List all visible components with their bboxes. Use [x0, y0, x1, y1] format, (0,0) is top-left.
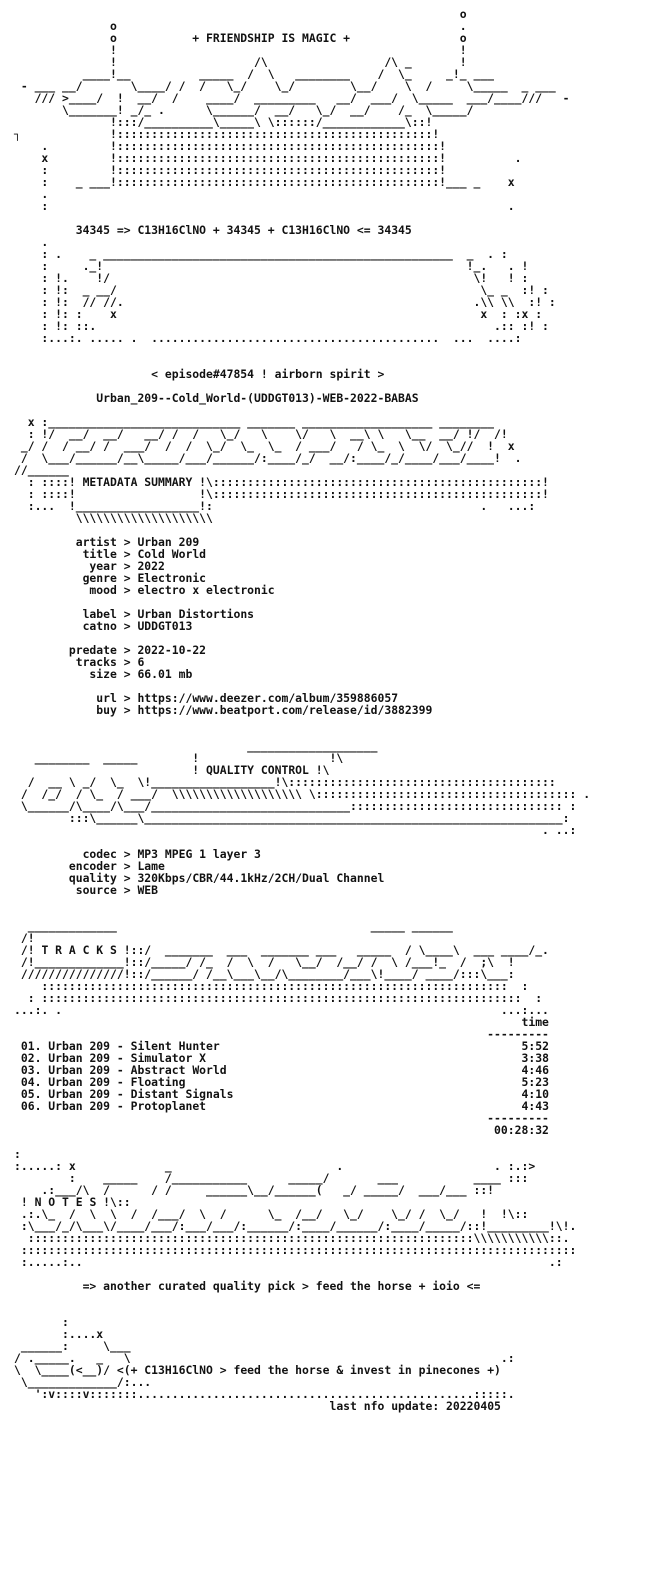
- track-list: [14, 1040, 590, 1112]
- quality-row: codec > MP3 MPEG 1 layer 3: [14, 847, 261, 861]
- metadata-row-value: UDDGT013: [137, 619, 193, 633]
- metadata-row-value: Cold World: [137, 547, 207, 561]
- quality-section-title: QUALITY CONTROL: [206, 763, 309, 777]
- quality-row-key: encoder: [14, 859, 117, 873]
- quality-banner-art-bottom: / __ \ _/ \_ \!__________________!\::::::::::::::::::::::::::::::::::::::: / /_/ / \_ / ___/ \\\\\\\\\\\\\\\\\\\ \:::::::::::::::::::::::::::::::::::::: . \______/\____/\___/_____________________________::::::::::::::::::::::::::::::: : :::\______\_____________________________________________________________: . ..:: [20, 775, 591, 837]
- metadata-row: url > https://www.deezer.com/album/359886057: [14, 691, 399, 705]
- metadata-row: artist > Urban 209: [14, 535, 200, 549]
- metadata-row: genre > Electronic: [14, 571, 207, 585]
- track-title: Floating: [130, 1075, 186, 1089]
- metadata-row-value: Urban 209: [137, 535, 200, 549]
- track-title: Protoplanet: [130, 1099, 207, 1113]
- metadata-row-key: year: [14, 559, 117, 573]
- metadata-row-value: Urban Distortions: [137, 607, 255, 621]
- quality-row: encoder > Lame: [14, 859, 165, 873]
- quality-row-value: 320Kbps/CBR/44.1kHz/2CH/Dual Channel: [137, 871, 385, 885]
- metadata-row: year > 2022: [14, 559, 165, 573]
- header-ascii-art-lower: . : . _ ___________________________________________________ _ . : : ._! !_. . ! : !. !/ \! ! : : !: _ __/ \_ _ :! : : !: // //. .\\ \\ :! : : !: : x x : :x : : !: ::. .:: :! : :...:. ..... . .......................................... ... ....:: [41, 235, 556, 345]
- footer-ascii-art-bottom: \_____________/:... ':v::::v:::::::.................................................:::::.: [20, 1375, 515, 1401]
- track-row: 05. Urban 209 - Distant Signals 4:10: [20, 1087, 549, 1101]
- track-title: Simulator X: [130, 1051, 207, 1065]
- metadata-row-value: 2022: [137, 559, 165, 573]
- track-artist: Urban 209: [48, 1075, 111, 1089]
- track-number: 04.: [20, 1075, 42, 1089]
- track-title: Distant Signals: [130, 1087, 234, 1101]
- metadata-row-key: label: [14, 607, 117, 621]
- quality-row: quality > 320Kbps/CBR/44.1kHz/2CH/Dual Channel: [14, 871, 385, 885]
- track-time: 4:46: [521, 1063, 549, 1077]
- metadata-row: label > Urban Distortions: [14, 607, 255, 621]
- metadata-row-key: artist: [14, 535, 117, 549]
- tracks-time-header: time ---------: [487, 1015, 549, 1041]
- metadata-row-key: genre: [14, 571, 117, 585]
- tracks-banner-art-bottom: !::/ _______ ___ _______ ___ _____ / \____\ ___ ____/_. /!_____________!::/_____/ /_ / \ / \__/ /__/ / \ /___!_ / ;\ ! ///////////////!::/______/ /__\___\__/\________/___\!____/ ____/:::\___: :::::::::::::::::::::::::::::::::::::::::::::::::::::::::::::::::::: : : :::::::::::::::::::::::::::::::::::::::::::::::::::::::::::::::::::::: : ...:. . ...:...: [14, 943, 549, 1017]
- track-row: 03. Urban 209 - Abstract World 4:46: [20, 1063, 549, 1077]
- track-number: 02.: [20, 1051, 42, 1065]
- nfo-document: o o . o + FRIENDSHIP IS MAGIC + o ! ! ! /\ /\ _ ! ____!__ _____ / \ ________ / \_ _!_ ___ - ___ __/ \____/ / / \_/ \_/ \__/ \ / \_____ _ ___ /// >____/ ! __/ / ____/ _________ __/ ___/ \_____ ___/____/// - \_______! _/_ . \______/ __/ \_/ __/ /_ \_____/ !:::/__________\_____\ \::::::/____________\::! ┐ !::::::::::::::::::::::::::::::::::::::::::::::! . !:::::::::::::::::::::::::::::::::::::::::::::::! x !:::::::::::::::::::::::::::::::::::::::::::::::! . : !:::::::::::::::::::::::::::::::::::::::::::::::! : _ ___!:::::::::::::::::::::::::::::::::::::::::::::::!___ _ x . : . 34345 => C13H16ClNO + 34345 + C13H16ClNO <= 34345 . : . _ ___________________________________________________ _ . : : ._! !_. . ! : !. !/ \! ! : : !: _ __/ \_ _ :! : : !: // //. .\\ \\ :! : : !: : x x : :x : : !: ::. .:: :! : :...:. ..... . .......................................... ... ....: < episode#47854 ! airborn spirit > Urban_209--Cold_World-(UDDGT013)-WEB-2022-BABAS x :____________________________ _______ ___________________ ________ : !/ __/ __/ __/ / / \_/ \ \/ \ __\ \ \__ __/ !/ /! _/ / / __/ / ___/ / / \_/ \_ \_ / ___/ / \_ \ \/ \_// ! x / \___/______/__\_____/___/______/:____/_/ __/:____/_/____/___/____! . //______ : ::::! METADATA SUMMARY !\::::::::::::::::::::::::::::::::::::::::::::::::! : ::::! !\::::::::::::::::::::::::::::::::::::::::::::::::! :... !__________________!: . ...: \\\\\\\\\\\\\\\\\\\\ artist > Urban 209 title > Cold World year > 2022 genre > Electronic mood > electro x electronic label > Urban Distortions catno > UDDGT013 predate > 2022-10-22 tracks > 6 size > 66.01 mb url > https://www.deezer.com/album/359886057 buy > https://www.beatport.com/release/id/3882399 ___________________ ________ _____ ! !\ ! QUALITY CONTROL !\ / __ \ _/ \_ \!__________________!\::::::::::::::::::::::::::::::::::::::: / /_/ / \_ / ___/ \\\\\\\\\\\\\\\\\\\ \:::::::::::::::::::::::::::::::::::::: . \______/\____/\___/_____________________________::::::::::::::::::::::::::::::: : :::\______\_____________________________________________________________: . ..: codec > MP3 MPEG 1 layer 3 encoder > Lame quality > 320Kbps/CBR/44.1kHz/2CH/Dual Channel source > WEB _____________ _____ ______ /! /! T R A C K S !::/ _______ ___ _______ ___ _____ / \____\ ___ ____/_. /!_____________!::/_____/ /_ / \ / \__/ /__/ / \ /___!_ / ;\ ! ///////////////!::/______/ /__\___\__/\________/___\!____/ ____/:::\___: :::::::::::::::::::::::::::::::::::::::::::::::::::::::::::::::::::: : : :::::::::::::::::::::::::::::::::::::::::::::::::::::::::::::::::::::: : ...:. . ...:... time --------- 01. Urban 209 - Silent Hunter 5:52 02. Urban 209 - Simulator X 3:38 03. Urban 209 - Abstract World 4:46 04. Urban 209 - Floating 5:23 05. Urban 209 - Distant Signals 4:10 06. Urban 209 - Protoplanet 4:43 --------- 00:28:32 : :.....: x _ . . :.:> : _____ /___________ _____/ ___ ____ ::: .:___/\ / / / ______\__/______( _/ _____/ ___/___ ::! ! N O T E S !\:: .:.\_ / \ \ / /___/ \ / \_ /__/ \_/ \_/ / \_/ ! !\:: :\___/_/\___\/____/___/:___/___/:______/:____/______/:____/_____/::!_________!\!. :::::::::::::::::::::::::::::::::::::::::::::::::::::::::::::::::\\\\\\\\\\\::. ::::::::::::::::::::::::::::::::::::::::::::::::::::::::::::::::::::::::::::::::: :.....:.. .: => another curated quality pick > feed the horse + ioio <= : :....x ______: \___ / ._____. _ \ .: \ \____(<__)/ <(+ C13H16ClNO > feed the horse & invest in pinecones +) \_____________/:... ':v::::v:::::::.................................................:::::. last nfo update: 20220405: [14, 7, 591, 1413]
- release-formula: 34345 => C13H16ClNO + 34345 + C13H16ClNO <= 34345: [75, 223, 412, 237]
- quality-row-key: codec: [14, 847, 117, 861]
- quality-fields: [14, 848, 590, 896]
- quality-row-key: quality: [14, 871, 117, 885]
- track-title: Silent Hunter: [130, 1039, 220, 1053]
- metadata-banner-art-bottom: : ::::! !\::::::::::::::::::::::::::::::::::::::::::::::::! :... !__________________!: . ...: \\\\\\\\\\\\\\\\\\\\: [27, 487, 549, 525]
- quality-row: source > WEB: [14, 883, 159, 897]
- episode-line: < episode#47854 ! airborn spirit >: [151, 367, 385, 381]
- track-artist: Urban 209: [48, 1051, 111, 1065]
- notes-banner-art-top: : :.....: x _ . . :.:> : _____ /___________ _____/ ___ ____ ::: .:___/\ / / / ______\__/______( _/ _____/ ___/___ ::!: [14, 1147, 536, 1197]
- metadata-row-key: mood: [14, 583, 117, 597]
- tracks-section-title: T R A C K S: [41, 943, 117, 957]
- metadata-row-key: predate: [14, 643, 117, 657]
- track-title: Abstract World: [130, 1063, 227, 1077]
- track-artist: Urban 209: [48, 1063, 111, 1077]
- footer-ascii-art-top: : :....x ______: \___ / ._____. _ \ .:: [14, 1315, 515, 1365]
- metadata-row-key: title: [14, 547, 117, 561]
- metadata-row: catno > UDDGT013: [14, 619, 193, 633]
- metadata-row: title > Cold World: [14, 547, 207, 561]
- release-name: Urban_209--Cold_World-(UDDGT013)-WEB-2022-BABAS: [96, 391, 419, 405]
- metadata-row-value: https://www.deezer.com/album/359886057: [137, 691, 399, 705]
- track-number: 03.: [20, 1063, 42, 1077]
- track-time: 4:10: [521, 1087, 549, 1101]
- metadata-row-value: Electronic: [137, 571, 207, 585]
- track-row: 04. Urban 209 - Floating 5:23: [20, 1075, 549, 1089]
- metadata-row-key: size: [14, 667, 117, 681]
- quality-row-value: MP3 MPEG 1 layer 3: [137, 847, 261, 861]
- quality-row-value: Lame: [137, 859, 165, 873]
- notes-quote: => another curated quality pick > feed the horse + ioio <=: [82, 1279, 481, 1293]
- footer-ascii-art-left: \ \____(<__)/: [14, 1363, 111, 1377]
- track-time: 4:43: [521, 1099, 549, 1113]
- last-update: last nfo update: 20220405: [329, 1399, 501, 1413]
- metadata-row-value: electro x electronic: [137, 583, 275, 597]
- metadata-row-key: url: [14, 691, 117, 705]
- track-artist: Urban 209: [48, 1099, 111, 1113]
- metadata-section-title: METADATA SUMMARY: [82, 475, 193, 489]
- notes-banner-art-bottom: !\:: .:.\_ / \ \ / /___/ \ / \_ /__/ \_/ \_/ / \_/ ! !\:: :\___/_/\___\/____/___/:___/___/:______/:____/______/:____/_____/::!_________!\!. :::::::::::::::::::::::::::::::::::::::::::::::::::::::::::::::::\\\\\\\\\\\::. ::::::::::::::::::::::::::::::::::::::::::::::::::::::::::::::::::::::::::::::::: :.....:.. .:: [20, 1195, 577, 1269]
- track-row: 06. Urban 209 - Protoplanet 4:43: [20, 1099, 549, 1113]
- metadata-row: predate > 2022-10-22: [14, 643, 207, 657]
- metadata-banner-art-top: x :____________________________ _______ ___________________ ________ : !/ __/ __/ __/ / / \_/ \ \/ \ __\ \ \__ __/ !/ /! _/ / / __/ / ___/ / / \_/ \_ \_ / ___/ / \_ \ \/ \_// ! x / \___/______/__\_____/___/______/:____/_/ __/:____/_/____/___/____! . //______: [14, 415, 522, 477]
- quality-banner-art-top: ___________________ ________ _____ ! !\: [34, 739, 378, 765]
- metadata-row: mood > electro x electronic: [14, 583, 275, 597]
- metadata-row-value: 6: [137, 655, 145, 669]
- tracks-banner-art-top: _____________ _____ ______ /!: [20, 919, 453, 945]
- notes-section-title: N O T E S: [34, 1195, 97, 1209]
- metadata-row-key: tracks: [14, 655, 117, 669]
- metadata-row-value: 66.01 mb: [137, 667, 193, 681]
- quality-row-key: source: [14, 883, 117, 897]
- metadata-row-value: https://www.beatport.com/release/id/3882399: [137, 703, 433, 717]
- track-row: 02. Urban 209 - Simulator X 3:38: [20, 1051, 549, 1065]
- footer-tagline: <(+ C13H16ClNO > feed the horse & invest in pinecones +): [116, 1363, 501, 1377]
- track-artist: Urban 209: [48, 1039, 111, 1053]
- track-time: 5:52: [521, 1039, 549, 1053]
- track-number: 05.: [20, 1087, 42, 1101]
- total-time-value: 00:28:32: [494, 1123, 549, 1137]
- metadata-row: tracks > 6: [14, 655, 145, 669]
- header-ascii-art: o o . o + FRIENDSHIP IS MAGIC + o ! ! ! /\ /\ _ ! ____!__ _____ / \ ________ / \_ _!_ ___ - ___ __/ \____/ / / \_/ \_/ \__/ \ / \_____ _ ___ /// >____/ ! __/ / ____/ _________ __/ ___/ \_____ ___/____/// - \_______! _/_ . \______/ __/ \_/ __/ /_ \_____/ !:::/__________\_____\ \::::::/____________\::! ┐ !::::::::::::::::::::::::::::::::::::::::::::::! . !:::::::::::::::::::::::::::::::::::::::::::::::! x !:::::::::::::::::::::::::::::::::::::::::::::::! . : !:::::::::::::::::::::::::::::::::::::::::::::::! : _ ___!:::::::::::::::::::::::::::::::::::::::::::::::!___ _ x . : .: [14, 7, 570, 213]
- track-time: 3:38: [521, 1051, 549, 1065]
- metadata-row-key: catno: [14, 619, 117, 633]
- metadata-fields: [14, 536, 590, 716]
- track-time: 5:23: [521, 1075, 549, 1089]
- track-number: 01.: [20, 1039, 42, 1053]
- metadata-row: buy > https://www.beatport.com/release/id/3882399: [14, 703, 433, 717]
- metadata-row-key: buy: [14, 703, 117, 717]
- track-number: 06.: [20, 1099, 42, 1113]
- time-column-header: time: [521, 1015, 549, 1029]
- quality-row-value: WEB: [137, 883, 159, 897]
- metadata-row: size > 66.01 mb: [14, 667, 193, 681]
- track-row: 01. Urban 209 - Silent Hunter 5:52: [20, 1039, 549, 1053]
- track-artist: Urban 209: [48, 1087, 111, 1101]
- metadata-row-value: 2022-10-22: [137, 643, 207, 657]
- tracks-total-time: --------- 00:28:32: [487, 1111, 549, 1137]
